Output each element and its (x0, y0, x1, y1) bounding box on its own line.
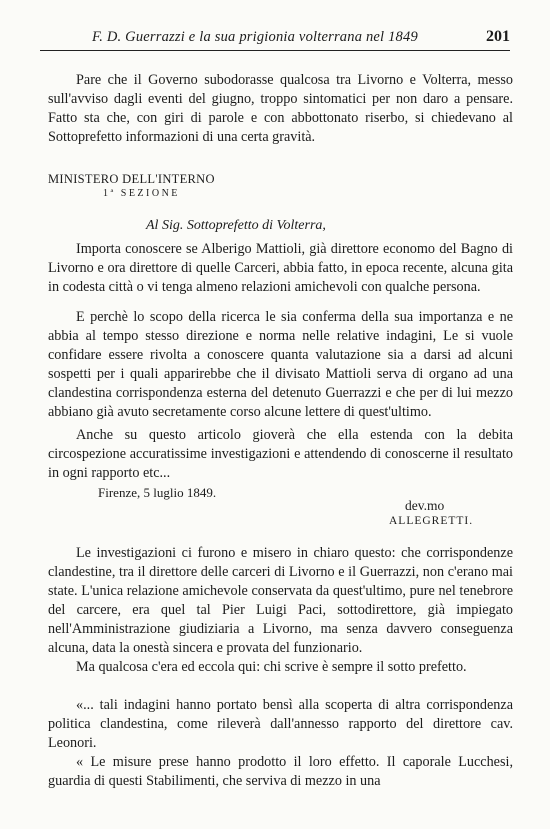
body-paragraph: Le investigazioni ci furono e misero in chiaro questo: che corrispondenze clandestine, tra il direttore delle carceri di Livorno e il Guerrazzi, non c'erano mai state. L'unica relazione amichevole conservata da quest'ultimo, pure nel tenebrore del carcere, era quel tal Pier Luigi Paci, sottodirettore, già impiegato nell'Amministrazione giudiziaria a Livorno, ma senza davvero conseguenza alcuna, data la onestà sincera e provata del funzionario. (48, 545, 513, 657)
letter-closing: dev.mo (405, 498, 445, 513)
letter-paragraph: Anche su questo articolo gioverà che ella estenda con la debita circospezione accuratissime investigazioni e attendendo di conoscerne il resultato in ogni rapporto etc... (48, 427, 513, 482)
running-title: F. D. Guerrazzi e la sua prigionia volterrana nel 1849 (92, 29, 418, 45)
letter-paragraph: E perchè lo scopo della ricerca le sia conferma della sua importanza e ne abbia al tempo stesso direzione e norma nelle relative indagini, Le si vuole confidare essere rivolta a conoscere quanta valutazione sia a darsi ad alcuni sospetti per i quali apparirebbe che il divisato Mattioli serva di organo ad una clandestina corrispondenza esterna del detenuto Guerrazzi e che per di lui mezzo abbiano già avuto secretamente corso alcune lettere di quest'ultimo. (48, 309, 513, 421)
letter-addressee: Al Sig. Sottoprefetto di Volterra, (146, 218, 326, 233)
letter-section-heading: 1ª SEZIONE (103, 188, 180, 199)
letter-date: Firenze, 5 luglio 1849. (98, 485, 217, 500)
body-paragraph: «... tali indagini hanno portato bensì alla scoperta di altra corrispondenza politica clandestina, come rileverà dall'annesso rapporto del direttore cav. Leonori. (48, 697, 513, 752)
letter-paragraph: Importa conoscere se Alberigo Mattioli, già direttore economo del Bagno di Livorno e ora direttore di quelle Carceri, abbia fatto, in epoca recente, alcuna gita in codesta città o vi tenga almeno relazioni amichevoli con qualche persona. (48, 241, 513, 296)
body-paragraph: Ma qualcosa c'era ed eccola qui: chi scrive è sempre il sotto prefetto. (76, 659, 467, 675)
intro-paragraph: Pare che il Governo subodorasse qualcosa tra Livorno e Volterra, messo sull'avviso dagli eventi del giugno, troppo sintomatici per non daro a pensare. Fatto sta che, con giri di parole e con abbottonato riserbo, si chiedevano al Sottoprefetto informazioni di una certa gravità. (48, 72, 513, 146)
page-header (40, 28, 510, 51)
letter-ministry-heading: MINISTERO DELL'INTERNO (48, 172, 215, 186)
page-number: 201 (486, 28, 510, 45)
letter-signature: ALLEGRETTI. (389, 515, 474, 527)
body-paragraph: « Le misure prese hanno prodotto il loro effetto. Il caporale Lucchesi, guardia di questi Stabilimenti, che serviva di mezzo in una (48, 754, 513, 790)
